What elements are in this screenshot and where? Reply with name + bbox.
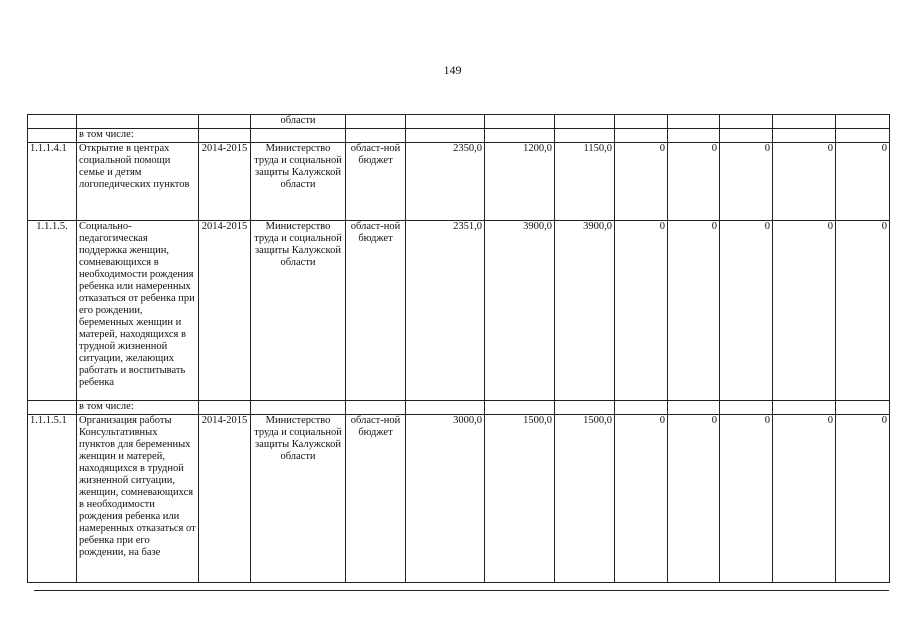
row-year-2015: 1150,0 <box>555 143 615 221</box>
row-source: област-ной бюджет <box>346 415 406 583</box>
row-period: 2014-2015 <box>199 143 251 221</box>
row-year-2017: 0 <box>668 143 720 221</box>
row-year-2019: 0 <box>773 221 836 401</box>
row-executor: Министерство труда и социальной защиты Калужской области <box>251 143 346 221</box>
row-year-2016: 0 <box>615 415 668 583</box>
row-year-2018: 0 <box>720 221 773 401</box>
row-code: 1.1.1.5.1 <box>28 415 77 583</box>
row-year-2014: 1500,0 <box>485 415 555 583</box>
row-total: 2351,0 <box>406 221 485 401</box>
including-label: в том числе: <box>77 129 199 143</box>
table-row <box>28 143 890 221</box>
row-name: Открытие в центрах социальной помощи семье и детям логопедических пунктов <box>77 143 199 221</box>
row-year-2016: 0 <box>615 143 668 221</box>
row-year-2020: 0 <box>836 415 890 583</box>
table-row <box>28 115 890 129</box>
row-code: 1.1.1.5. <box>28 221 77 401</box>
row-year-2014: 3900,0 <box>485 221 555 401</box>
row-year-2016: 0 <box>615 221 668 401</box>
row-total: 3000,0 <box>406 415 485 583</box>
row-year-2017: 0 <box>668 221 720 401</box>
row-executor: Министерство труда и социальной защиты Калужской области <box>251 221 346 401</box>
row-name: Социально-педагогическая поддержка женщин, сомневающихся в необходимости рождения ребенка или намеренных отказаться от ребенка при его рождении, беременных женщин и матерей, находящихся в трудной жизненной ситуации, желающих работать и воспитывать ребенка <box>77 221 199 401</box>
row-year-2018: 0 <box>720 415 773 583</box>
row-source: област-ной бюджет <box>346 143 406 221</box>
table-row <box>28 401 890 415</box>
row-executor: Министерство труда и социальной защиты Калужской области <box>251 415 346 583</box>
row-total: 2350,0 <box>406 143 485 221</box>
row-period: 2014-2015 <box>199 415 251 583</box>
program-table <box>27 114 890 583</box>
row-year-2020: 0 <box>836 221 890 401</box>
row-year-2019: 0 <box>773 415 836 583</box>
row-year-2019: 0 <box>773 143 836 221</box>
including-label: в том числе: <box>77 401 199 415</box>
table-row <box>28 129 890 143</box>
row-year-2015: 3900,0 <box>555 221 615 401</box>
row-year-2014: 1200,0 <box>485 143 555 221</box>
row-year-2015: 1500,0 <box>555 415 615 583</box>
row-year-2017: 0 <box>668 415 720 583</box>
executor-cell: области <box>251 115 346 129</box>
row-name: Организация работы Консультативных пунктов для беременных женщин и матерей, находящихся в трудной жизненной ситуации, женщин, сомневающихся в необходимости рождения ребенка или намеренных отказаться от ребенка при его рождении, на базе <box>77 415 199 583</box>
page-number: 149 <box>443 63 462 77</box>
page-bottom-rule <box>34 590 889 591</box>
row-code: 1.1.1.4.1 <box>28 143 77 221</box>
table-row <box>28 415 890 583</box>
row-year-2020: 0 <box>836 143 890 221</box>
row-year-2018: 0 <box>720 143 773 221</box>
row-source: област-ной бюджет <box>346 221 406 401</box>
table-row <box>28 221 890 401</box>
row-period: 2014-2015 <box>199 221 251 401</box>
